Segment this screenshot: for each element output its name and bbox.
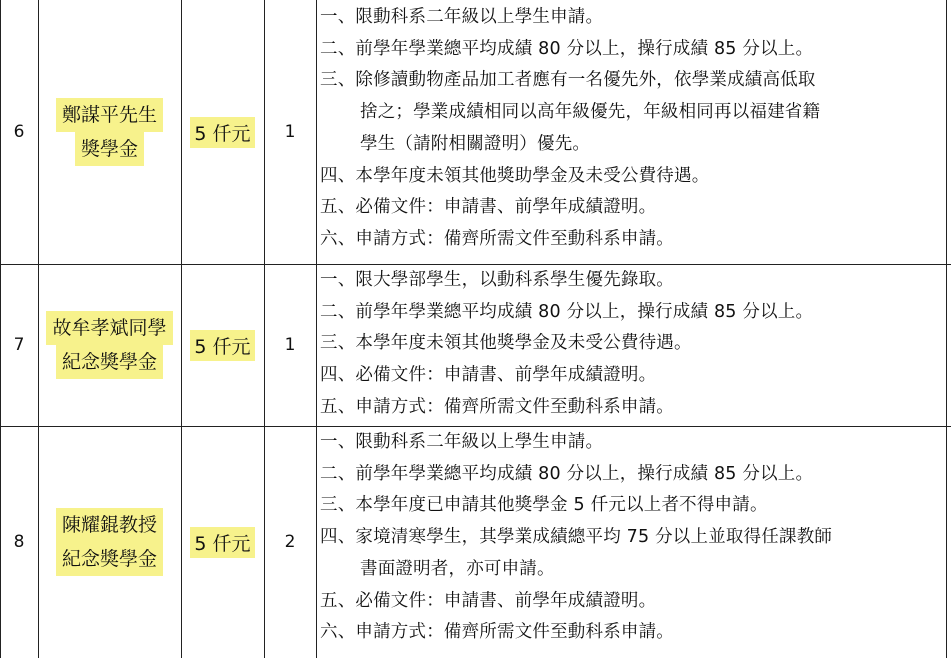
requirement-line: 一、限動科系二年級以上學生申請。	[320, 432, 604, 452]
award-amount	[181, 264, 264, 426]
requirement-line: 四、本學年度未領其他獎助學金及未受公費待遇。	[320, 165, 710, 186]
award-quota: 1	[284, 122, 296, 142]
requirement-line: 三、本學年度已申請其他獎學金 5 仟元以上者不得申請。	[320, 495, 768, 516]
requirement-line: 五、申請方式：備齊所需文件至動科系申請。	[320, 396, 674, 417]
scholarship-name-line: 故牟孝斌同學	[46, 311, 172, 345]
scholarship-name	[38, 264, 181, 426]
award-amount-value: 5 仟元	[190, 117, 254, 148]
requirement-line: 五、必備文件：申請書、前學年成績證明。	[320, 197, 657, 218]
requirement-line: 書面證明者，亦可申請。	[360, 558, 555, 579]
award-amount	[181, 0, 264, 264]
award-quota: 2	[284, 532, 296, 552]
row-number: 6	[13, 122, 25, 142]
award-amount	[181, 426, 264, 658]
scholarship-name-line: 鄭謀平先生	[56, 98, 163, 132]
scholarship-name	[38, 426, 181, 658]
column-divider	[316, 0, 317, 658]
requirement-line: 六、申請方式：備齊所需文件至動科系申請。	[320, 228, 674, 249]
requirement-line: 二、前學年學業總平均成績 80 分以上，操行成績 85 分以上。	[320, 301, 814, 322]
requirement-line: 三、本學年度未領其他獎學金及未受公費待遇。	[320, 333, 692, 354]
requirement-line: 四、家境清寒學生，其學業成績總平均 75 分以上並取得任課教師	[320, 527, 833, 548]
requirement-line: 六、申請方式：備齊所需文件至動科系申請。	[320, 622, 674, 643]
scholarship-name-line: 獎學金	[75, 132, 144, 166]
row-number: 7	[13, 335, 25, 355]
requirement-line: 一、限大學部學生，以動科系學生優先錄取。	[320, 270, 674, 290]
award-amount-value: 5 仟元	[190, 330, 254, 361]
requirement-line: 一、限動科系二年級以上學生申請。	[320, 7, 604, 27]
requirement-line: 二、前學年學業總平均成績 80 分以上，操行成績 85 分以上。	[320, 463, 814, 484]
row-number: 8	[13, 532, 25, 552]
requirement-line: 捨之；學業成績相同以高年級優先，年級相同再以福建省籍	[360, 102, 821, 123]
scholarship-name-line: 陳耀錕教授	[56, 508, 163, 542]
requirement-line: 四、必備文件：申請書、前學年成績證明。	[320, 365, 657, 386]
award-quota: 1	[284, 335, 296, 355]
column-divider	[946, 0, 947, 658]
award-amount-value: 5 仟元	[190, 527, 254, 558]
scholarship-name-line: 紀念獎學金	[56, 542, 163, 576]
scholarship-name-line: 紀念獎學金	[56, 345, 163, 379]
requirement-line: 三、除修讀動物產品加工者應有一名優先外，依學業成績高低取	[320, 70, 816, 91]
requirement-line: 二、前學年學業總平均成績 80 分以上，操行成績 85 分以上。	[320, 38, 814, 59]
requirement-line: 五、必備文件：申請書、前學年成績證明。	[320, 590, 657, 611]
scholarship-name	[38, 0, 181, 264]
requirement-line: 學生（請附相關證明）優先。	[360, 133, 591, 154]
